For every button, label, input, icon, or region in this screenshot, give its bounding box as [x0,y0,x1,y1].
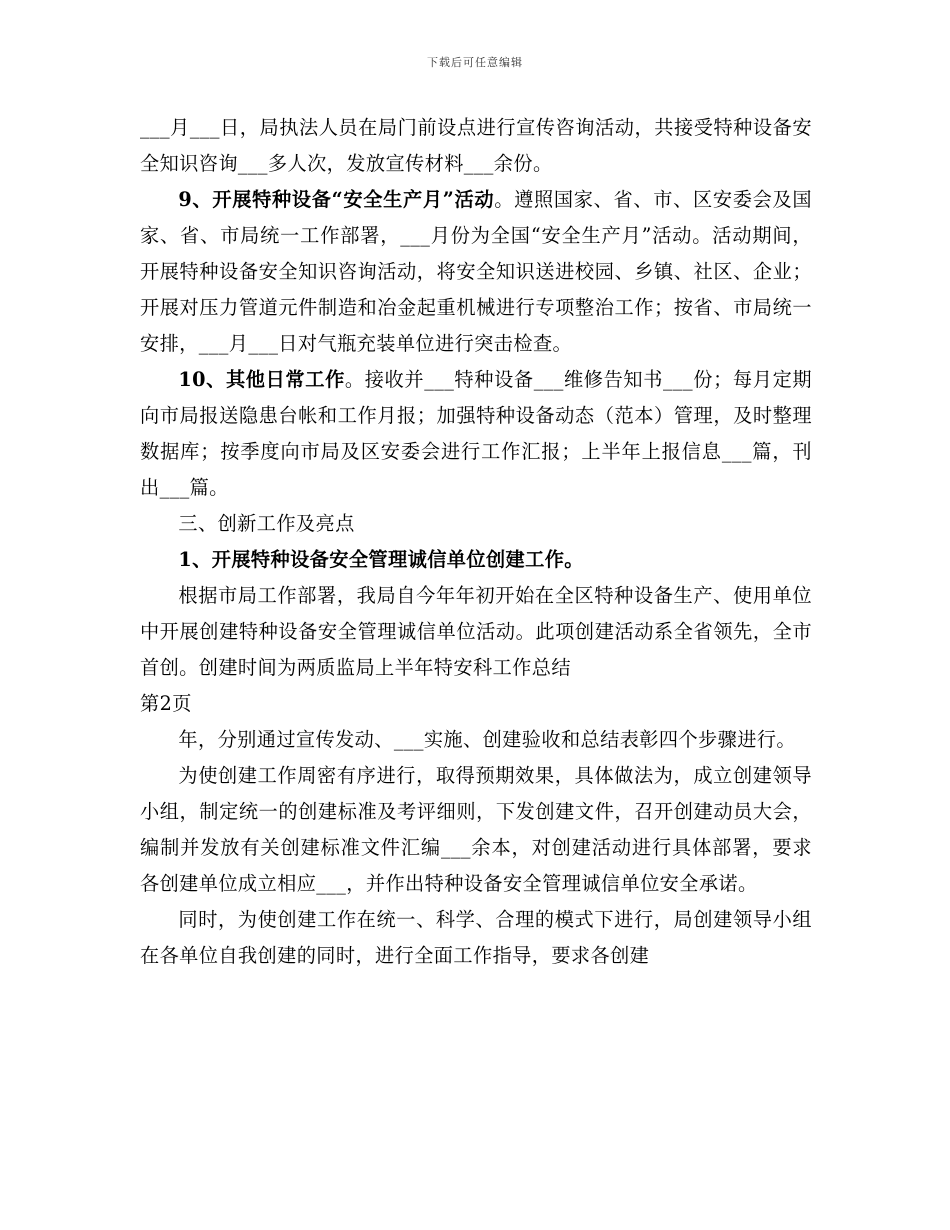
subsection-heading [140,542,812,578]
paragraph [140,110,812,182]
paragraph [140,182,812,362]
paragraph-text: 同时，为使创建工作在统一、科学、合理的模式下进行，局创建领导小组在各单位自我创建的同时，进行全面工作指导，要求各创建 [140,908,812,967]
paragraph [140,758,812,902]
paragraph [140,362,812,506]
document-body [140,110,812,974]
paragraph-text: 年，分别通过宣传发动、___实施、创建验收和总结表彰四个步骤进行。 [178,728,796,751]
paragraph-text: 。接收并___特种设备___维修告知书___份；每月定期向市局报送隐患台帐和工作月报；加强特种设备动态（范本）管理，及时整理数据库；按季度向市局及区安委会进行工作汇报；上半年上报信息___篇，刊出___篇。 [140,368,812,499]
paragraph-text: 为使创建工作周密有序进行，取得预期效果，具体做法为，成立创建领导小组，制定统一的创建标准及考评细则，下发创建文件，召开创建动员大会，编制并发放有关创建标准文件汇编___余本，对创建活动进行具体部署，要求各创建单位成立相应___，并作出特种设备安全管理诚信单位安全承诺。 [140,764,812,895]
paragraph-text: 。遵照国家、省、市、区安委会及国家、省、市局统一工作部署，___月份为全国“安全生产月”活动。活动期间，开展特种设备安全知识咨询活动，将安全知识送进校园、乡镇、社区、企业；开展对压力管道元件制造和冶金起重机械进行专项整治工作；按省、市局统一安排，___月___日对气瓶充装单位进行突击检查。 [140,188,812,355]
paragraph-text: 根据市局工作部署，我局自今年年初开始在全区特种设备生产、使用单位中开展创建特种设备安全管理诚信单位活动。此项创建活动系全省领先，全市首创。创建时间为两质监局上半年特安科工作总结 [140,584,812,679]
paragraph-heading: 9、开展特种设备“安全生产月”活动 [178,188,495,211]
paragraph [140,578,812,686]
page-number [140,686,812,722]
page-number-text: 第2页 [140,692,192,715]
paragraph-heading: 10、其他日常工作 [178,368,345,391]
paragraph [140,902,812,974]
section-heading-text: 三、创新工作及亮点 [178,512,355,535]
paragraph-text: ___月___日，局执法人员在局门前设点进行宣传咨询活动，共接受特种设备安全知识咨询___多人次，发放宣传材料___余份。 [140,116,812,175]
section-heading [140,506,812,542]
paragraph [140,722,812,758]
subsection-heading-text: 1、开展特种设备安全管理诚信单位创建工作。 [178,548,584,571]
page-header: 下载后可任意编辑 [427,56,523,69]
